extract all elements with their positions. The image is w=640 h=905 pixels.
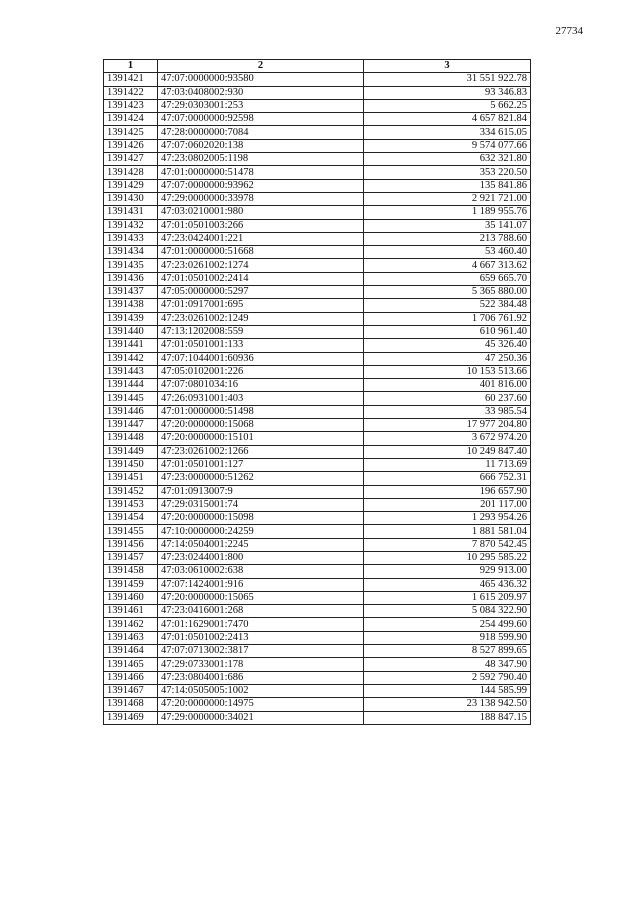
table-row	[104, 179, 531, 192]
table-row	[104, 286, 531, 299]
row-number-cell: 1391461	[104, 605, 158, 618]
table-row	[104, 86, 531, 99]
value-cell: 93 346.83	[364, 86, 531, 99]
row-number-cell: 1391445	[104, 392, 158, 405]
cadastral-number-cell: 47:23:0804001:686	[158, 671, 364, 684]
cadastral-number-cell: 47:07:0713002:3817	[158, 645, 364, 658]
table-row	[104, 512, 531, 525]
table-row	[104, 312, 531, 325]
cadastral-number-cell: 47:01:0501001:133	[158, 339, 364, 352]
value-cell: 632 321.80	[364, 153, 531, 166]
value-cell: 201 117.00	[364, 498, 531, 511]
cadastral-number-cell: 47:23:0424001:221	[158, 232, 364, 245]
value-cell: 35 141.07	[364, 219, 531, 232]
cadastral-number-cell: 47:14:0504001:2245	[158, 538, 364, 551]
cadastral-number-cell: 47:07:0000000:92598	[158, 113, 364, 126]
table-row	[104, 73, 531, 86]
value-cell: 144 585.99	[364, 684, 531, 697]
cadastral-number-cell: 47:23:0000000:51262	[158, 472, 364, 485]
cadastral-number-cell: 47:13:1202008:559	[158, 325, 364, 338]
row-number-cell: 1391432	[104, 219, 158, 232]
cadastral-number-cell: 47:07:1044001:60936	[158, 352, 364, 365]
cadastral-number-cell: 47:01:0000000:51478	[158, 166, 364, 179]
table-row	[104, 219, 531, 232]
value-cell: 1 706 761.92	[364, 312, 531, 325]
row-number-cell: 1391439	[104, 312, 158, 325]
value-cell: 610 961.40	[364, 325, 531, 338]
value-cell: 11 713.69	[364, 458, 531, 471]
table-row	[104, 379, 531, 392]
row-number-cell: 1391455	[104, 525, 158, 538]
value-cell: 17 977 204.80	[364, 419, 531, 432]
table-row	[104, 419, 531, 432]
row-number-cell: 1391456	[104, 538, 158, 551]
cadastral-number-cell: 47:07:0000000:93580	[158, 73, 364, 86]
cadastral-number-cell: 47:23:0416001:268	[158, 605, 364, 618]
value-cell: 1 615 209.97	[364, 591, 531, 604]
table-row	[104, 113, 531, 126]
row-number-cell: 1391433	[104, 232, 158, 245]
table-row	[104, 246, 531, 259]
row-number-cell: 1391428	[104, 166, 158, 179]
table-row	[104, 711, 531, 724]
value-cell: 10 153 513.66	[364, 365, 531, 378]
value-cell: 1 293 954.26	[364, 512, 531, 525]
row-number-cell: 1391459	[104, 578, 158, 591]
table-row	[104, 339, 531, 352]
value-cell: 8 527 899.65	[364, 645, 531, 658]
value-cell: 254 499.60	[364, 618, 531, 631]
column-header-cadastral-number: 2	[158, 60, 364, 73]
value-cell: 31 551 922.78	[364, 73, 531, 86]
value-cell: 2 592 790.40	[364, 671, 531, 684]
value-cell: 5 662.25	[364, 99, 531, 112]
table-row	[104, 392, 531, 405]
table-row	[104, 645, 531, 658]
value-cell: 7 870 542.45	[364, 538, 531, 551]
cadastral-number-cell: 47:07:0000000:93962	[158, 179, 364, 192]
cadastral-number-cell: 47:07:0602020:138	[158, 139, 364, 152]
cadastral-number-cell: 47:01:0501002:2413	[158, 631, 364, 644]
row-number-cell: 1391437	[104, 286, 158, 299]
table-row	[104, 578, 531, 591]
row-number-cell: 1391423	[104, 99, 158, 112]
row-number-cell: 1391440	[104, 325, 158, 338]
table-row	[104, 432, 531, 445]
row-number-cell: 1391454	[104, 512, 158, 525]
row-number-cell: 1391464	[104, 645, 158, 658]
column-header-number: 1	[104, 60, 158, 73]
value-cell: 353 220.50	[364, 166, 531, 179]
value-cell: 1 189 955.76	[364, 206, 531, 219]
row-number-cell: 1391438	[104, 299, 158, 312]
row-number-cell: 1391450	[104, 458, 158, 471]
row-number-cell: 1391430	[104, 192, 158, 205]
value-cell: 33 985.54	[364, 405, 531, 418]
cadastral-number-cell: 47:01:0501003:266	[158, 219, 364, 232]
row-number-cell: 1391468	[104, 698, 158, 711]
row-number-cell: 1391441	[104, 339, 158, 352]
table-row	[104, 458, 531, 471]
cadastral-number-cell: 47:20:0000000:15101	[158, 432, 364, 445]
row-number-cell: 1391422	[104, 86, 158, 99]
row-number-cell: 1391426	[104, 139, 158, 152]
row-number-cell: 1391442	[104, 352, 158, 365]
value-cell: 213 788.60	[364, 232, 531, 245]
cadastral-number-cell: 47:29:0000000:33978	[158, 192, 364, 205]
value-cell: 196 657.90	[364, 485, 531, 498]
value-cell: 5 084 322.90	[364, 605, 531, 618]
table-row	[104, 325, 531, 338]
table-row	[104, 153, 531, 166]
table-row	[104, 684, 531, 697]
table-row	[104, 99, 531, 112]
row-number-cell: 1391434	[104, 246, 158, 259]
table-row	[104, 126, 531, 139]
value-cell: 3 672 974.20	[364, 432, 531, 445]
value-cell: 23 138 942.50	[364, 698, 531, 711]
cadastral-number-cell: 47:01:0501001:127	[158, 458, 364, 471]
cadastral-number-cell: 47:20:0000000:14975	[158, 698, 364, 711]
row-number-cell: 1391469	[104, 711, 158, 724]
table-row	[104, 618, 531, 631]
table-row	[104, 551, 531, 564]
value-cell: 465 436.32	[364, 578, 531, 591]
cadastral-number-cell: 47:01:0913007:9	[158, 485, 364, 498]
table-row	[104, 658, 531, 671]
value-cell: 401 816.00	[364, 379, 531, 392]
cadastral-number-cell: 47:23:0261002:1249	[158, 312, 364, 325]
cadastral-number-cell: 47:23:0261002:1266	[158, 445, 364, 458]
value-cell: 929 913.00	[364, 565, 531, 578]
table-row	[104, 565, 531, 578]
cadastral-number-cell: 47:01:1629001:7470	[158, 618, 364, 631]
table-row	[104, 485, 531, 498]
row-number-cell: 1391453	[104, 498, 158, 511]
cadastral-number-cell: 47:01:0000000:51498	[158, 405, 364, 418]
table-row	[104, 259, 531, 272]
cadastral-number-cell: 47:03:0408002:930	[158, 86, 364, 99]
row-number-cell: 1391435	[104, 259, 158, 272]
row-number-cell: 1391452	[104, 485, 158, 498]
value-cell: 334 615.05	[364, 126, 531, 139]
cadastral-number-cell: 47:07:0801034:16	[158, 379, 364, 392]
table-row	[104, 671, 531, 684]
table-row	[104, 698, 531, 711]
row-number-cell: 1391447	[104, 419, 158, 432]
table-row	[104, 591, 531, 604]
table-row	[104, 445, 531, 458]
value-cell: 53 460.40	[364, 246, 531, 259]
table-row	[104, 472, 531, 485]
row-number-cell: 1391458	[104, 565, 158, 578]
row-number-cell: 1391460	[104, 591, 158, 604]
cadastral-number-cell: 47:29:0733001:178	[158, 658, 364, 671]
cadastral-number-cell: 47:20:0000000:15065	[158, 591, 364, 604]
column-header-value: 3	[364, 60, 531, 73]
row-number-cell: 1391446	[104, 405, 158, 418]
cadastral-number-cell: 47:01:0917001:695	[158, 299, 364, 312]
table-row	[104, 232, 531, 245]
cadastral-number-cell: 47:10:0000000:24259	[158, 525, 364, 538]
cadastral-number-cell: 47:05:0102001:226	[158, 365, 364, 378]
table-row	[104, 206, 531, 219]
cadastral-number-cell: 47:07:1424001:916	[158, 578, 364, 591]
row-number-cell: 1391466	[104, 671, 158, 684]
value-cell: 918 599.90	[364, 631, 531, 644]
row-number-cell: 1391467	[104, 684, 158, 697]
value-cell: 135 841.86	[364, 179, 531, 192]
cadastral-number-cell: 47:29:0303001:253	[158, 99, 364, 112]
value-cell: 188 847.15	[364, 711, 531, 724]
row-number-cell: 1391429	[104, 179, 158, 192]
row-number-cell: 1391436	[104, 272, 158, 285]
table-body	[104, 73, 531, 725]
cadastral-number-cell: 47:14:0505005:1002	[158, 684, 364, 697]
value-cell: 10 295 585.22	[364, 551, 531, 564]
row-number-cell: 1391457	[104, 551, 158, 564]
cadastral-number-cell: 47:03:0610002:638	[158, 565, 364, 578]
row-number-cell: 1391431	[104, 206, 158, 219]
row-number-cell: 1391421	[104, 73, 158, 86]
cadastral-number-cell: 47:23:0261002:1274	[158, 259, 364, 272]
value-cell: 4 657 821.84	[364, 113, 531, 126]
value-cell: 522 384.48	[364, 299, 531, 312]
table-row	[104, 272, 531, 285]
table-row	[104, 365, 531, 378]
table-row	[104, 299, 531, 312]
cadastral-number-cell: 47:29:0000000:34021	[158, 711, 364, 724]
cadastral-value-table	[103, 59, 531, 725]
cadastral-number-cell: 47:20:0000000:15068	[158, 419, 364, 432]
row-number-cell: 1391465	[104, 658, 158, 671]
table-row	[104, 192, 531, 205]
row-number-cell: 1391424	[104, 113, 158, 126]
row-number-cell: 1391462	[104, 618, 158, 631]
cadastral-number-cell: 47:26:0931001:403	[158, 392, 364, 405]
table-row	[104, 166, 531, 179]
row-number-cell: 1391463	[104, 631, 158, 644]
table-row	[104, 538, 531, 551]
value-cell: 2 921 721.00	[364, 192, 531, 205]
value-cell: 4 667 313.62	[364, 259, 531, 272]
row-number-cell: 1391449	[104, 445, 158, 458]
cadastral-number-cell: 47:05:0000000:5297	[158, 286, 364, 299]
table-row	[104, 631, 531, 644]
table-row	[104, 352, 531, 365]
value-cell: 60 237.60	[364, 392, 531, 405]
value-cell: 9 574 077.66	[364, 139, 531, 152]
cadastral-number-cell: 47:28:0000000:7084	[158, 126, 364, 139]
row-number-cell: 1391443	[104, 365, 158, 378]
row-number-cell: 1391425	[104, 126, 158, 139]
table-row	[104, 405, 531, 418]
cadastral-number-cell: 47:23:0244001:800	[158, 551, 364, 564]
row-number-cell: 1391444	[104, 379, 158, 392]
table-header-row	[104, 60, 531, 73]
cadastral-number-cell: 47:29:0315001:74	[158, 498, 364, 511]
page-number: 27734	[555, 25, 583, 37]
value-cell: 10 249 847.40	[364, 445, 531, 458]
value-cell: 45 326.40	[364, 339, 531, 352]
table-row	[104, 139, 531, 152]
row-number-cell: 1391451	[104, 472, 158, 485]
value-cell: 48 347.90	[364, 658, 531, 671]
cadastral-number-cell: 47:01:0000000:51668	[158, 246, 364, 259]
value-cell: 666 752.31	[364, 472, 531, 485]
table-row	[104, 498, 531, 511]
table-row	[104, 605, 531, 618]
row-number-cell: 1391448	[104, 432, 158, 445]
table-row	[104, 525, 531, 538]
cadastral-number-cell: 47:01:0501002:2414	[158, 272, 364, 285]
value-cell: 1 881 581.04	[364, 525, 531, 538]
cadastral-number-cell: 47:23:0802005:1198	[158, 153, 364, 166]
cadastral-number-cell: 47:20:0000000:15098	[158, 512, 364, 525]
cadastral-number-cell: 47:03:0210001:980	[158, 206, 364, 219]
row-number-cell: 1391427	[104, 153, 158, 166]
value-cell: 659 665.70	[364, 272, 531, 285]
value-cell: 47 250.36	[364, 352, 531, 365]
value-cell: 5 365 880.00	[364, 286, 531, 299]
